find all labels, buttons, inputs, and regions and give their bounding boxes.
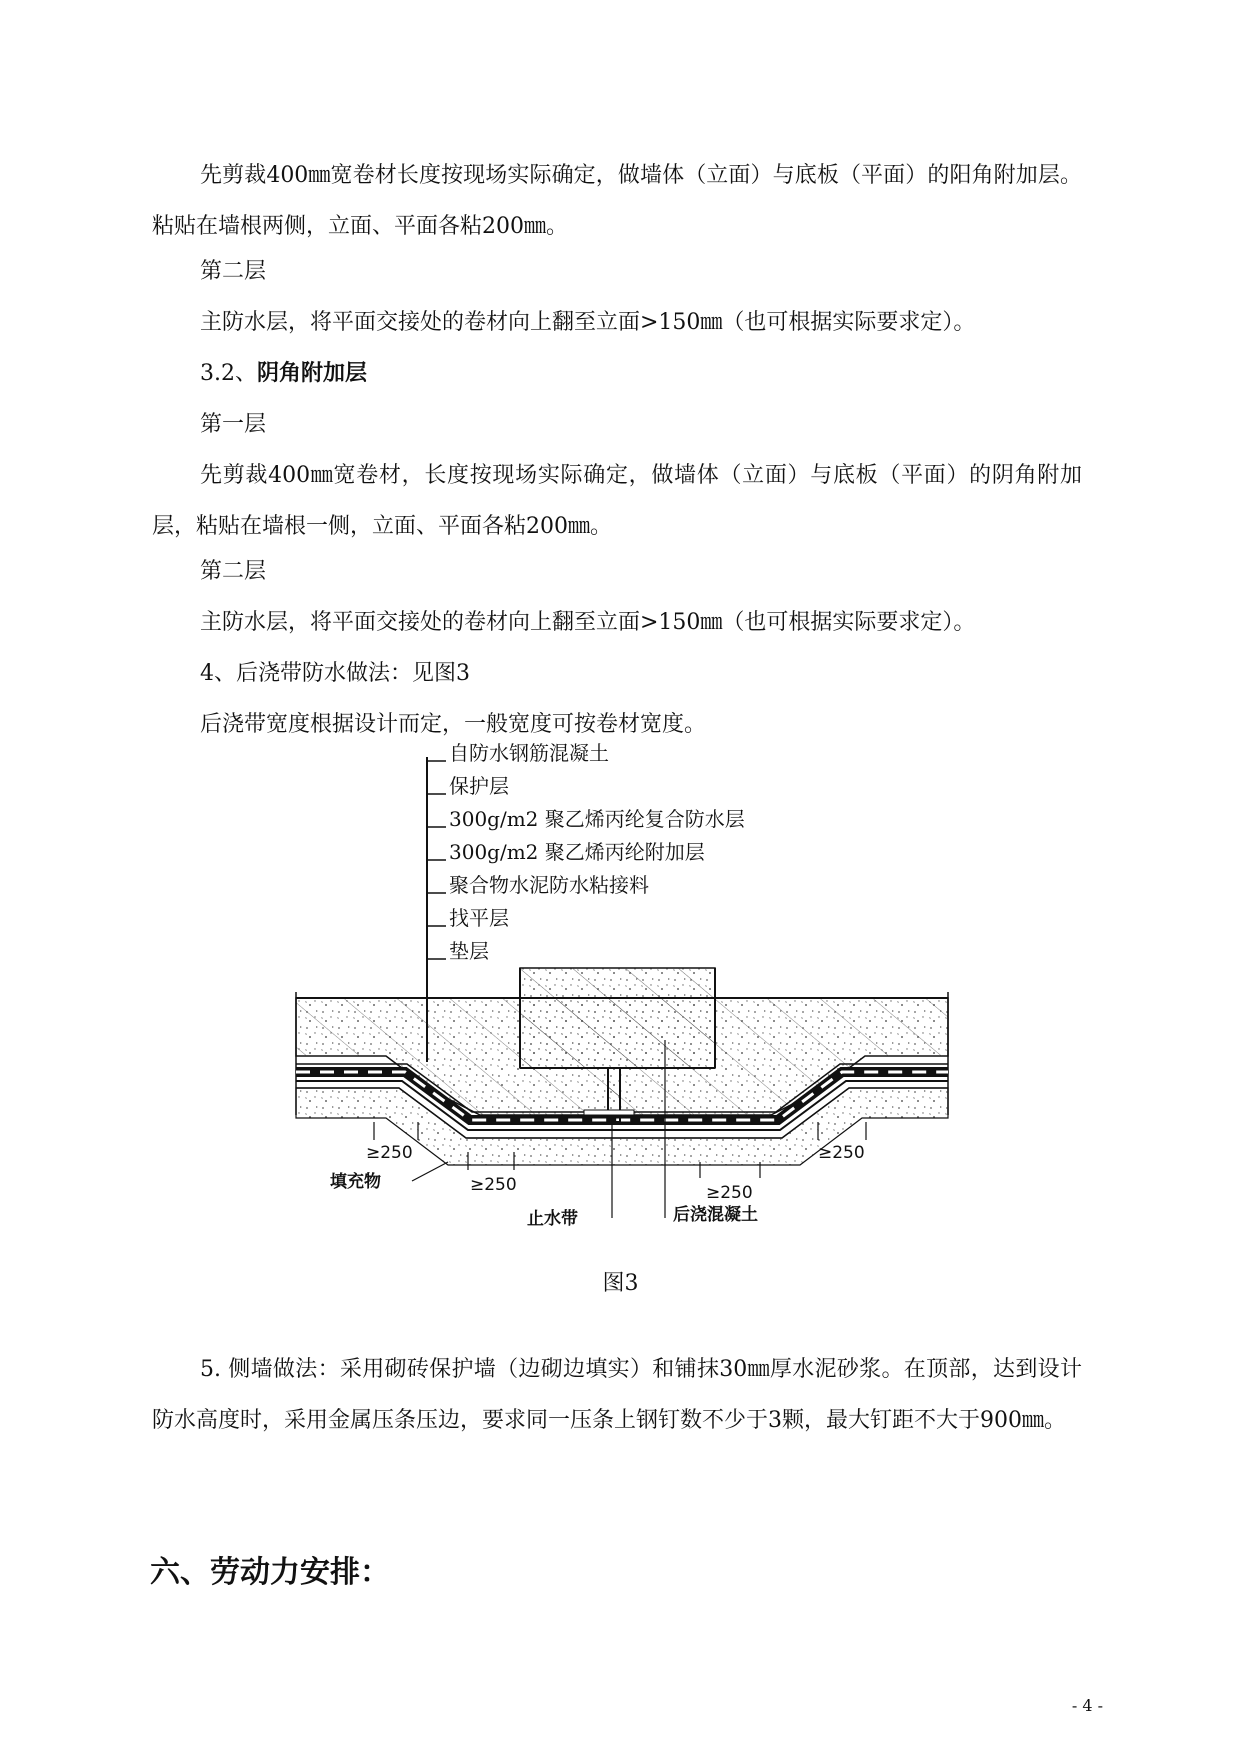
page-number: - 4 - (1071, 1696, 1103, 1715)
layer-label-protection: 保护层 (449, 774, 509, 798)
paragraph-yang-corner: 先剪裁400㎜宽卷材长度按现场实际确定，做墙体（立面）与底板（平面）的阳角附加层。粘贴在墙根两侧，立面、平面各粘200㎜。 (152, 163, 1082, 239)
layer-two-label: 第二层 (200, 259, 267, 284)
layer-label-leveling: 找平层 (449, 906, 509, 930)
main-waterproof-line: 主防水层，将平面交接处的卷材向上翻至立面>150㎜（也可根据实际要求定）。 (200, 310, 976, 335)
layer-one-label: 第一层 (200, 412, 267, 437)
post-pour-width-line: 后浇带宽度根据设计而定，一般宽度可按卷材宽度。 (200, 712, 707, 737)
callout-post-pour: 后浇混凝土 (673, 1205, 758, 1225)
figure-caption: 图3 (602, 1271, 639, 1296)
callout-fill: 填充物 (330, 1172, 381, 1192)
section-heading-labor: 六、劳动力安排： (150, 1555, 390, 1590)
dim-center-right: ≥250 (706, 1183, 753, 1203)
layer-label-cushion: 垫层 (449, 939, 489, 963)
post-pour-heading: 4、后浇带防水做法：见图3 (200, 661, 470, 686)
main-waterproof-line-2: 主防水层，将平面交接处的卷材向上翻至立面>150㎜（也可根据实际要求定）。 (200, 610, 976, 635)
section-number: 3.2、 (200, 361, 257, 386)
dim-right: ≥250 (818, 1143, 865, 1163)
layer-label-concrete: 自防水钢筋混凝土 (449, 741, 609, 765)
layer-ticks (427, 761, 446, 959)
dim-center-left: ≥250 (470, 1175, 517, 1195)
paragraph-side-wall: 5. 侧墙做法：采用砌砖保护墙（边砌边填实）和铺抹30㎜厚水泥砂浆。在顶部，达到设计防水高度时，采用金属压条压边，要求同一压条上钢钉数不少于3颗，最大钉距不大于900㎜。 (152, 1357, 1082, 1433)
layer-label-composite: 300g/m2 聚乙烯丙纶复合防水层 (449, 807, 745, 831)
paragraph-yin-corner: 先剪裁400㎜宽卷材，长度按现场实际确定，做墙体（立面）与底板（平面）的阴角附加层，粘贴在墙根一侧，立面、平面各粘200㎜。 (152, 463, 1082, 539)
layer-label-additional: 300g/m2 聚乙烯丙纶附加层 (449, 840, 705, 864)
layer-label-adhesive: 聚合物水泥防水粘接料 (449, 873, 649, 897)
section-title: 阴角附加层 (257, 360, 368, 386)
layer-two-label-2: 第二层 (200, 559, 267, 584)
dim-left: ≥250 (366, 1143, 413, 1163)
callout-waterstop: 止水带 (527, 1209, 578, 1229)
